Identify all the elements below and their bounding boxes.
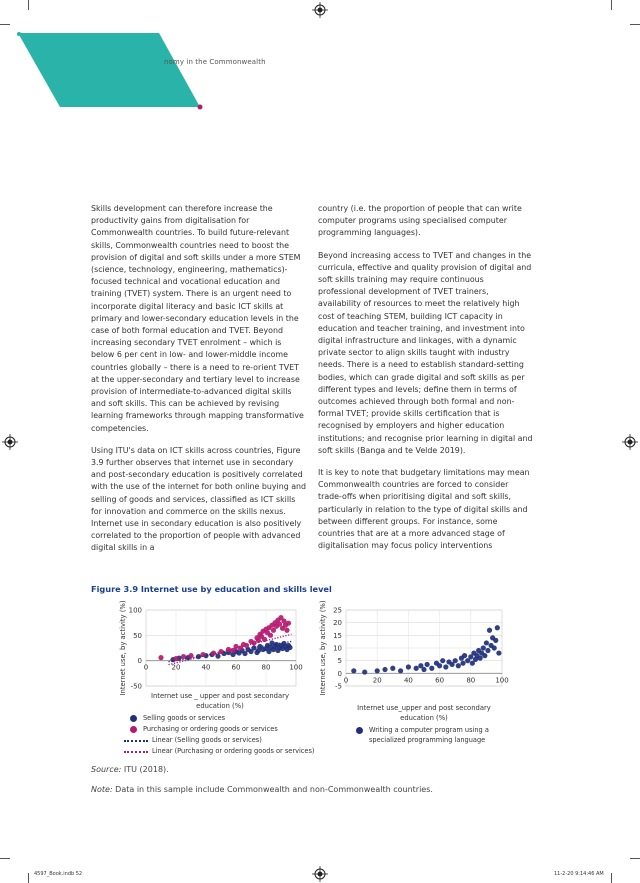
- data-point: [478, 656, 483, 661]
- accent-dot: [17, 32, 21, 36]
- x-tick-label: 40: [403, 676, 413, 685]
- header-banner: [0, 0, 640, 120]
- figure-title: Figure 3.9 Internet use by education and skills level: [91, 584, 332, 594]
- data-point: [188, 653, 193, 658]
- data-point: [456, 663, 461, 668]
- print-slug-left: 4597_Book.indb 52: [34, 871, 83, 877]
- data-point: [481, 645, 486, 650]
- data-point: [484, 640, 489, 645]
- paragraph: Using ITU's data on ICT skills across countries, Figure 3.9 further observes that internet use in secondary and post-secondary education is positively correlated with the use of the internet for both online buying and selling of goods and services, classified as ICT skills for innovation and commerce on the skills nexus. Internet use in secondary education is also positively correlated to the proportion of people with advanced digital skills in a: [91, 445, 307, 553]
- data-point: [218, 649, 223, 654]
- x-tick-label: 60: [231, 663, 241, 672]
- crop-mark: [0, 858, 10, 859]
- right-chart-legend: [356, 725, 506, 745]
- navy-dotted-line-icon: [124, 740, 148, 742]
- data-point: [233, 644, 238, 649]
- x-axis-label: Internet use _ upper and post secondary: [151, 692, 289, 700]
- running-head: nomy in the Commonwealth: [164, 58, 266, 66]
- data-point: [158, 655, 163, 660]
- note-label: Note:: [91, 785, 113, 794]
- x-tick-label: 0: [143, 663, 149, 672]
- y-tick-label: 15: [333, 631, 342, 640]
- y-tick-label: 0: [337, 669, 342, 678]
- x-tick-label: 20: [171, 663, 181, 672]
- data-point: [496, 650, 501, 655]
- legend-label: Writing a computer program using a specialized programming language: [369, 726, 489, 744]
- paragraph: Beyond increasing access to TVET and changes in the curricula, effective and quality provision of digital and soft skills training may require continuous professional development of TVET trainers, availability of resources to meet the relatively high cost of teaching STEM, building ICT capacity in education and teacher training, and investment into digital infrastructure and linkages, with a dynamic private sector to align skills taught with industry needs. There is a need to establish standard-setting bodies, which can grade digital and soft skills as per different types and levels; define them in terms of outcomes achieved through both formal and non-formal TVET; provide skills certification that is recognised by employers and higher education institutions; and recognise prior learning in digital and soft skills (Banga and te Velde 2019).: [318, 250, 533, 455]
- source-label: Source:: [91, 765, 122, 774]
- data-point: [287, 645, 292, 650]
- legend-label: Selling goods or services: [143, 714, 226, 722]
- data-point: [493, 638, 498, 643]
- y-tick-label: -5: [335, 682, 342, 691]
- left-scatter-chart: [108, 600, 318, 710]
- magenta-dot-icon: [130, 726, 137, 733]
- legend-label: Linear (Purchasing or ordering goods or services): [152, 747, 315, 755]
- legend-item: [124, 735, 315, 746]
- legend-item: [124, 746, 315, 757]
- x-tick-label: 0: [343, 676, 349, 685]
- x-axis-label: education (%): [400, 714, 448, 722]
- data-point: [375, 668, 380, 673]
- crop-mark: [611, 873, 612, 883]
- paragraph: It is key to note that budgetary limitations may mean Commonwealth countries are forced to consider trade-offs when prioritising digital and soft skills, particularly in relation to the type of digital skills and between different groups. For instance, some countries that are at a more advanced stage of digitalisation may focus policy interventions: [318, 468, 530, 551]
- x-tick-label: 80: [261, 663, 271, 672]
- x-tick-label: 60: [435, 676, 445, 685]
- right-scatter-chart: [318, 600, 530, 730]
- print-slug-right: 11-2-20 9:14:46 AM: [554, 871, 604, 877]
- data-point: [414, 666, 419, 671]
- data-point: [462, 653, 467, 658]
- data-point: [425, 662, 430, 667]
- x-tick-label: 20: [372, 676, 382, 685]
- data-point: [437, 663, 442, 668]
- data-point: [398, 668, 403, 673]
- registration-mark-icon: [622, 434, 638, 450]
- data-point: [196, 654, 201, 659]
- data-point: [200, 652, 205, 657]
- magenta-dotted-line-icon: [124, 751, 148, 753]
- y-tick-label: 100: [128, 606, 142, 615]
- data-point: [495, 625, 500, 630]
- y-tick-label: 20: [333, 619, 342, 628]
- data-point: [215, 654, 220, 659]
- y-axis-label: Internet use, by activity (%): [119, 600, 127, 696]
- crop-mark: [630, 858, 640, 859]
- figure-source: [91, 765, 169, 774]
- y-tick-label: 0: [137, 657, 142, 666]
- crop-mark: [28, 873, 29, 883]
- data-point: [390, 666, 395, 671]
- data-point: [351, 668, 356, 673]
- legend-label: Purchasing or ordering goods or services: [143, 725, 278, 733]
- data-point: [173, 656, 178, 661]
- navy-dot-icon: [130, 715, 137, 722]
- left-chart-legend: [124, 713, 315, 757]
- data-point: [485, 648, 490, 653]
- x-axis-label: education (%): [196, 702, 244, 710]
- data-point: [492, 645, 497, 650]
- y-tick-label: -50: [130, 682, 142, 691]
- x-tick-label: 40: [201, 663, 211, 672]
- legend-item: [124, 713, 315, 724]
- data-point: [251, 645, 256, 650]
- paragraph: Skills development can therefore increase the productivity gains from digitalisation for Commonwealth countries. To build future-relevant skills, Commonwealth countries need to boost the provision of digital and soft skills under a more STEM (science, technology, engineering, mathematics)-focused technical and vocational education and training (TVET) system. There is an urgent need to incorporate digital literacy and basic ICT skills at primary and lower-secondary education levels in the case of both formal education and TVET. Beyond increasing secondary TVET enrolment – which is below 6 per cent in low- and lower-middle income countries globally – there is a need to re-orient TVET at the upper-secondary and tertiary level to increase provision of intermediate-to-advanced digital skills and soft skills. This can be achieved by revising learning frameworks through mapping transformative competencies.: [91, 204, 304, 433]
- registration-mark-icon: [312, 866, 328, 882]
- data-point: [226, 647, 231, 652]
- source-text: ITU (2018).: [121, 765, 169, 774]
- data-point: [406, 664, 411, 669]
- y-tick-label: 10: [333, 644, 342, 653]
- data-point: [429, 666, 434, 671]
- data-point: [244, 643, 249, 648]
- data-point: [362, 669, 367, 674]
- right-text-column: [318, 203, 534, 562]
- y-axis-label: Internet use, by activity (%): [319, 600, 327, 696]
- data-point: [460, 661, 465, 666]
- data-point: [268, 633, 273, 638]
- note-text: Data in this sample include Commonwealth and non-Commonwealth countries.: [112, 785, 433, 794]
- data-point: [443, 664, 448, 669]
- accent-dot: [198, 105, 203, 110]
- x-tick-label: 80: [466, 676, 476, 685]
- data-point: [181, 654, 186, 659]
- y-tick-label: 50: [133, 631, 142, 640]
- figure-note: [91, 785, 433, 794]
- x-axis-label: Internet use_upper and post secondary: [357, 704, 491, 712]
- legend-item: [356, 725, 506, 745]
- legend-item: [124, 724, 315, 735]
- data-point: [211, 650, 216, 655]
- legend-label: Linear (Selling goods or services): [152, 736, 262, 744]
- left-text-column: [91, 203, 307, 565]
- navy-dot-icon: [356, 727, 363, 734]
- data-point: [382, 667, 387, 672]
- data-point: [440, 658, 445, 663]
- registration-mark-icon: [2, 434, 18, 450]
- data-point: [482, 653, 487, 658]
- y-tick-label: 25: [333, 606, 342, 615]
- paragraph: country (i.e. the proportion of people that can write computer programs using specialised computer programming languages).: [318, 204, 522, 238]
- y-tick-label: 5: [337, 657, 342, 666]
- x-tick-label: 100: [289, 663, 303, 672]
- data-point: [262, 637, 267, 642]
- data-point: [421, 667, 426, 672]
- data-point: [284, 628, 289, 633]
- data-point: [453, 658, 458, 663]
- x-tick-label: 100: [495, 676, 509, 685]
- data-point: [487, 628, 492, 633]
- data-point: [286, 621, 291, 626]
- data-point: [251, 640, 256, 645]
